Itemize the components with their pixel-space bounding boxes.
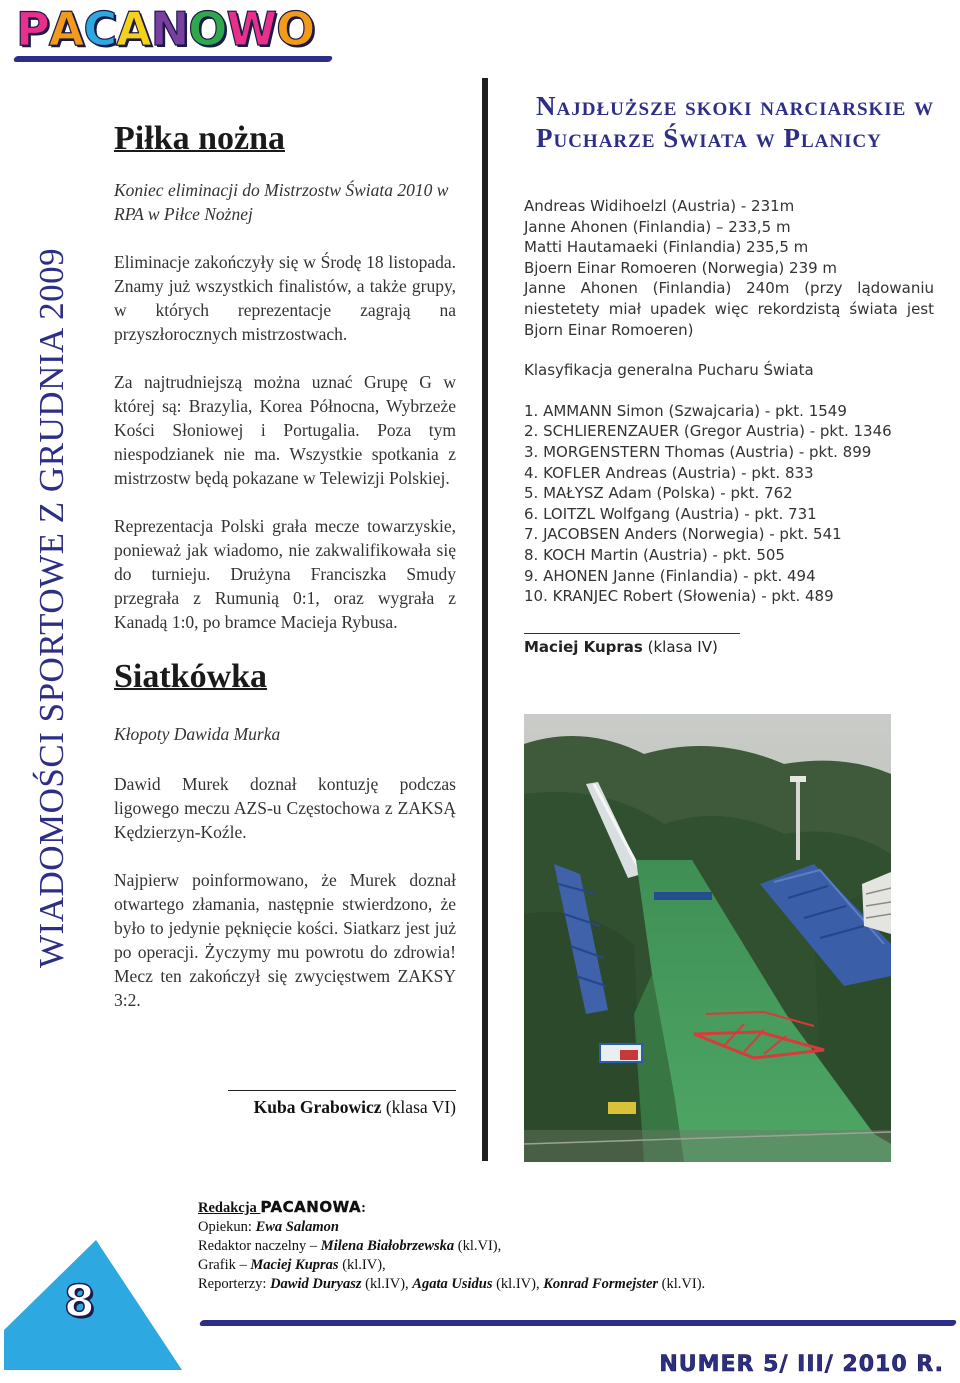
reporterzy-label: Reporterzy: xyxy=(198,1276,271,1292)
left-author-class: (klasa VI) xyxy=(381,1097,456,1117)
football-heading: Piłka nożna xyxy=(114,120,285,157)
volleyball-paragraph-2: Najpierw poinformowano, że Murek doznał otwartego złamania, następnie stwierdzono, że było to jedynie pęknięcie kości. Siatkarz jest już po operacji. Życzymy mu powrotu do zdrowia! Mecz ten zakończył się zwycięstwem ZAKSY 3:2. xyxy=(114,870,456,1010)
logo-letter: O xyxy=(188,2,227,56)
redakcja-logo: PACANOWA xyxy=(260,1198,362,1216)
ranking-entry: 8. KOCH Martin (Austria) - pkt. 505 xyxy=(524,545,785,564)
reporter-class: (kl.IV), xyxy=(492,1276,544,1292)
credits-grafik-line xyxy=(198,1256,705,1275)
editorial-credits xyxy=(198,1198,705,1294)
ranking-entry: 5. MAŁYSZ Adam (Polska) - pkt. 762 xyxy=(524,484,793,503)
pacanowo-logo xyxy=(16,2,315,56)
redaktor-label: Redaktor naczelny – xyxy=(198,1238,321,1254)
column-divider xyxy=(482,78,488,1161)
jump-entry: Matti Hautamaeki (Finlandia) 235,5 m xyxy=(524,238,809,257)
ranking-entry: 1. AMMANN Simon (Szwajcaria) - pkt. 1549 xyxy=(524,401,847,420)
redaktor-class: (kl.VI), xyxy=(454,1238,502,1254)
page-number-triangle xyxy=(0,1240,200,1370)
volleyball-heading: Siatkówka xyxy=(114,658,268,695)
football-lead: Koniec eliminacji do Mistrzostw Świata 2010 w RPA w Piłce Nożnej xyxy=(114,180,449,224)
ranking-entry: 2. SCHLIERENZAUER (Gregor Austria) - pkt. 1346 xyxy=(524,422,892,441)
ranking-entry: 7. JACOBSEN Anders (Norwegia) - pkt. 541 xyxy=(524,525,842,544)
right-author-signature xyxy=(524,638,934,656)
reporter-class: (kl.VI). xyxy=(658,1276,706,1292)
opiekun-name: Ewa Salamon xyxy=(255,1219,339,1235)
ski-jump-illustration xyxy=(524,714,891,1162)
jump-entry: Bjoern Einar Romoeren (Norwegia) 239 m xyxy=(524,258,838,277)
jump-entry: Janne Ahonen (Finlandia) 240m (przy lądowaniu niestetety miał upadek więc rekordzistą świata jest Bjorn Einar Romoeren) xyxy=(524,279,934,339)
right-author-class: (klasa IV) xyxy=(642,637,718,656)
logo-letter: A xyxy=(116,2,151,56)
logo-letter: A xyxy=(48,2,84,56)
redaktor-name: Milena Białobrzewska xyxy=(320,1238,455,1254)
issue-number: NUMER 5/ III/ 2010 R. xyxy=(659,1352,944,1377)
ranking-list xyxy=(524,401,934,607)
logo-letter: N xyxy=(150,2,189,56)
volleyball-lead: Kłopoty Dawida Murka xyxy=(114,724,281,744)
left-author-signature xyxy=(228,1090,456,1118)
reporter-class: (kl.IV), xyxy=(361,1276,413,1292)
left-column xyxy=(114,120,456,1036)
ranking-entry: 4. KOFLER Andreas (Austria) - pkt. 833 xyxy=(524,463,814,482)
credits-redaktor-line xyxy=(198,1237,705,1256)
signature-rule xyxy=(524,633,740,634)
spacer xyxy=(524,340,934,360)
logo-letter: C xyxy=(83,2,117,56)
logo-letter: O xyxy=(276,2,315,56)
longest-jumps-list xyxy=(524,196,934,340)
ranking-heading: Klasyfikacja generalna Pucharu Świata xyxy=(524,361,814,380)
side-section-title: WIADOMOŚCI SPORTOWE Z GRUDNIA 2009 xyxy=(32,247,71,968)
right-column xyxy=(524,90,934,656)
ranking-entry: 9. AHONEN Janne (Finlandia) - pkt. 494 xyxy=(524,566,816,585)
ranking-entry: 6. LOITZL Wolfgang (Austria) - pkt. 731 xyxy=(524,504,817,523)
grafik-label: Grafik – xyxy=(198,1257,251,1273)
credits-reporterzy-line xyxy=(198,1275,705,1294)
reporter-name: Konrad Formejster xyxy=(543,1276,659,1292)
left-author-name: Kuba Grabowicz xyxy=(253,1097,382,1117)
football-paragraph-2: Za najtrudniejszą można uznać Grupę G w której są: Brazylia, Korea Północna, Wybrzeże Kości Słoniowej i Portugalia. Poza tym niespodzianek nie ma. Wszystkie spotkania z mistrzostw będą pokazane w Telewizji Polskiej. xyxy=(114,372,456,488)
reporter-name: Agata Usidus xyxy=(412,1276,493,1292)
ranking-entry: 3. MORGENSTERN Thomas (Austria) - pkt. 899 xyxy=(524,442,872,461)
ranking-entry: 10. KRANJEC Robert (Słowenia) - pkt. 489 xyxy=(524,587,834,606)
jump-entry: Andreas Widihoelzl (Austria) - 231m xyxy=(524,197,795,215)
opiekun-label: Opiekun: xyxy=(198,1219,256,1235)
football-paragraph-3: Reprezentacja Polski grała mecze towarzyskie, ponieważ jak wiadomo, nie zakwalifikowała się do turnieju. Drużyna Franciszka Smudy przegrała z Rumunią 0:1, oraz wygrała z Kanadą 1:0, po bramce Macieja Rybusa. xyxy=(114,516,456,632)
redakcja-colon: : xyxy=(361,1200,366,1216)
logo-letter: P xyxy=(16,2,49,56)
grafik-class: (kl.IV), xyxy=(338,1257,386,1273)
right-author-name: Maciej Kupras xyxy=(524,637,643,656)
credits-opiekun-line xyxy=(198,1218,705,1237)
reporter-name: Dawid Duryasz xyxy=(270,1276,362,1292)
jump-entry: Janne Ahonen (Finlandia) – 233,5 m xyxy=(524,217,791,236)
football-paragraph-1: Eliminacje zakończyły się w Środę 18 listopada. Znamy już wszystkich finalistów, a także grupy, w których reprezentacje zagrają na przyszłorocznych mistrzostwach. xyxy=(114,252,456,344)
redakcja-label: Redakcja xyxy=(198,1200,261,1216)
credits-redakcja-line xyxy=(198,1198,705,1218)
page-number: 8 xyxy=(64,1276,95,1327)
spacer xyxy=(524,381,934,401)
logo-letter: W xyxy=(226,2,277,56)
ski-jump-title: Najdłuższe skoki narciarskie w Pucharze Świata w Planicy xyxy=(536,91,935,153)
footer-rule xyxy=(199,1320,957,1326)
volleyball-paragraph-1: Dawid Murek doznał kontuzję podczas ligowego meczu AZS-u Częstochowa z ZAKSĄ Kędzierzyn-Koźle. xyxy=(114,774,456,842)
logo-underline xyxy=(13,56,333,62)
grafik-name: Maciej Kupras xyxy=(250,1257,339,1273)
ski-jump-photo xyxy=(524,714,891,1162)
